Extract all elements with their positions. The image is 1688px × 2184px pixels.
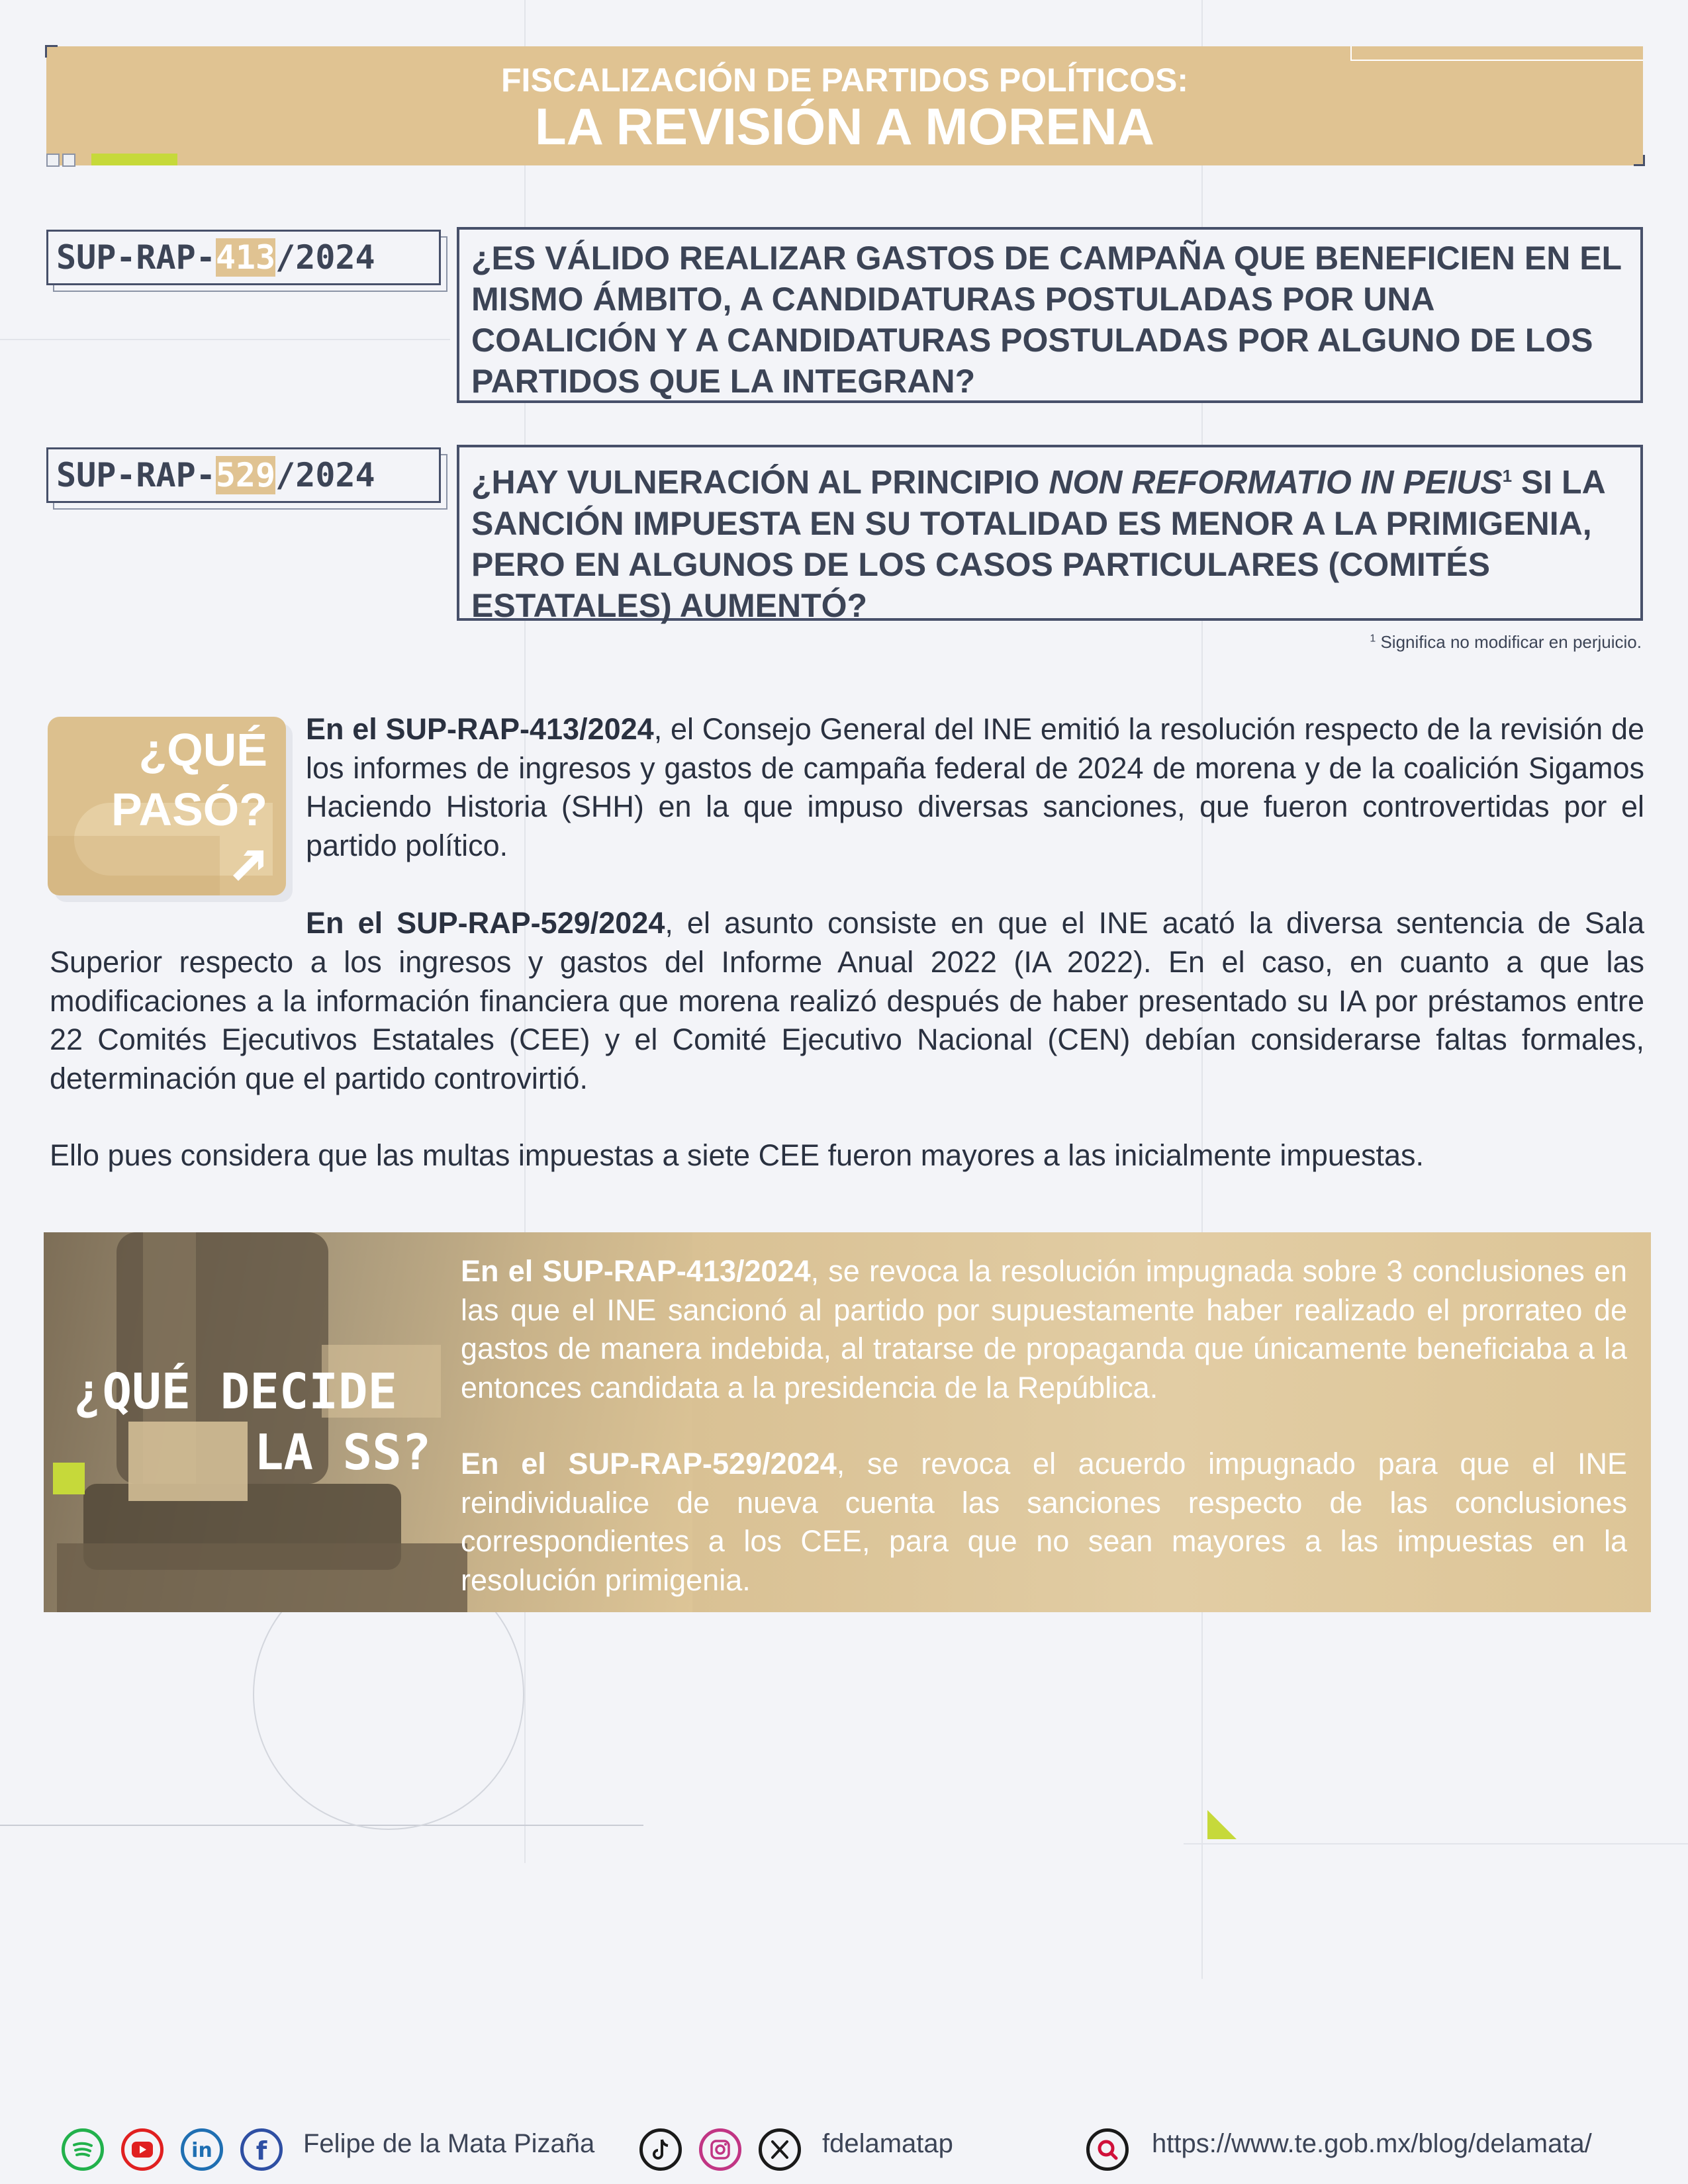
search-icon[interactable] xyxy=(1086,2128,1129,2171)
que-paso-line2: PASÓ? xyxy=(111,784,267,835)
que-paso-paragraph-2a xyxy=(306,904,1644,943)
header-corner-mark xyxy=(1634,155,1645,166)
case-year: /2024 xyxy=(275,238,375,277)
paragraph-text: , se revoca la resolución impugnada sobre 3 conclusiones en las que el INE sancionó al partido por supuestamente haber realizado el prorrateo de gastos de manera indebida, al tratarse de propaganda que únicamente beneficiaba a la entonces candidata a la presidencia de la República. xyxy=(461,1254,1628,1404)
case-ref: En el SUP-RAP-413/2024 xyxy=(461,1254,811,1288)
case-ref: En el SUP-RAP-413/2024 xyxy=(306,712,654,746)
header-corner-mark xyxy=(45,45,58,58)
corner-square xyxy=(62,154,75,167)
question-latin-phrase: NON REFORMATIO IN PEIUS xyxy=(1049,463,1503,501)
footnote-marker: 1 xyxy=(1502,466,1513,486)
spotify-icon[interactable] xyxy=(62,2128,104,2171)
grid-line xyxy=(1184,1843,1688,1844)
footer-name[interactable]: Felipe de la Mata Pizaña xyxy=(303,2129,595,2158)
question-text: SI LA SANCIÓN IMPUESTA EN SU TOTALIDAD ES MENOR A LA PRIMIGENIA, PERO EN ALGUNOS DE LOS CASOS PARTICULARES (COMITÉS ESTATALES) AUMENTÓ? xyxy=(471,463,1605,624)
paragraph-text: , el asunto consiste en que el INE acató la diversa sentencia de Sala xyxy=(665,906,1644,940)
badge-shade xyxy=(48,836,220,895)
header-banner xyxy=(46,46,1643,165)
question-box-529 xyxy=(457,445,1643,624)
paragraph-text: , se revoca el acuerdo impugnado para que el INE reindividualice de nueva cuenta las sanciones respecto de las conclusiones correspondientes a los CEE, para que no sean mayores a las impuestas en la resolución primigenia. xyxy=(461,1447,1627,1597)
paragraph-text: Superior respecto a los ingresos y gastos del Informe Anual 2022 (IA 2022). En el caso, en cuanto a que las modificaciones a la información financiera que morena realizó después de haber presentado su IA por préstamos entre 22 Comités Ejecutivos Estatales (CEE) y el Comité Ejecutivo Nacional (CEN) debían considerarse faltas formales, determinación que el partido controvirtió. xyxy=(50,945,1644,1095)
linkedin-icon[interactable] xyxy=(181,2128,223,2171)
case-tag-413 xyxy=(46,230,441,285)
corner-square xyxy=(46,154,60,167)
paragraph-text: Ello pues considera que las multas impuestas a siete CEE fueron mayores a las inicialmente impuestas. xyxy=(50,1138,1425,1172)
que-paso-paragraph-3 xyxy=(50,1136,1644,1175)
header-ruler xyxy=(1350,46,1643,61)
gavel-illustration xyxy=(44,1232,507,1612)
facebook-icon[interactable] xyxy=(240,2128,283,2171)
case-year: /2024 xyxy=(275,456,375,494)
footnote xyxy=(1370,632,1642,653)
footer-handle[interactable]: fdelamatap xyxy=(822,2129,953,2158)
lime-triangle-icon xyxy=(1207,1810,1238,1841)
que-paso-paragraph-1 xyxy=(306,710,1644,865)
question-text: ¿HAY VULNERACIÓN AL PRINCIPIO xyxy=(471,463,1049,501)
svg-text:in: in xyxy=(191,2139,212,2162)
que-paso-badge xyxy=(48,717,286,895)
youtube-icon[interactable] xyxy=(121,2128,164,2171)
decide-paragraph-1 xyxy=(461,1252,1627,1407)
lime-square xyxy=(53,1463,85,1494)
paragraph-text: , el Consejo General del INE emitió la resolución respecto de la revisión de los informes de ingresos y gastos de campaña federal de 2024 de morena y de la coalición Sigamos Haciendo Historia (SHH) en la que impuso diversas sanciones, que fueron controvertidas por el partido político. xyxy=(306,712,1644,862)
svg-text:f: f xyxy=(256,2136,267,2165)
header-subtitle: FISCALIZACIÓN DE PARTIDOS POLÍTICOS: xyxy=(501,62,1188,99)
decide-paragraph-2 xyxy=(461,1445,1627,1600)
que-paso-line1: ¿QUÉ xyxy=(138,724,267,776)
case-ref: En el SUP-RAP-529/2024 xyxy=(306,906,665,940)
x-icon[interactable] xyxy=(759,2128,801,2171)
lime-accent-bar xyxy=(91,154,177,165)
que-paso-paragraph-2b xyxy=(50,943,1644,1098)
case-ref: En el SUP-RAP-529/2024 xyxy=(461,1447,837,1480)
footnote-mark: 1 xyxy=(1370,633,1376,645)
question-box-413 xyxy=(457,227,1643,403)
case-number: 413 xyxy=(215,238,276,277)
decorative-square xyxy=(128,1422,248,1501)
arrow-up-right-icon xyxy=(228,846,267,886)
grid-line xyxy=(0,339,450,340)
grid-line xyxy=(0,1825,643,1826)
instagram-icon[interactable] xyxy=(699,2128,741,2171)
decide-line2: LA SS? xyxy=(254,1424,432,1481)
case-prefix: SUP-RAP- xyxy=(56,456,216,494)
footer-url[interactable]: https://www.te.gob.mx/blog/delamata/ xyxy=(1152,2129,1592,2158)
question-text: ¿ES VÁLIDO REALIZAR GASTOS DE CAMPAÑA QUE BENEFICIEN EN EL MISMO ÁMBITO, A CANDIDATURAS POSTULADAS POR UNA COALICIÓN Y A CANDIDATURAS POSTULADAS POR ALGUNO DE LOS PARTIDOS QUE LA INTEGRAN? xyxy=(471,240,1622,400)
header-title: LA REVISIÓN A MORENA xyxy=(534,97,1155,156)
tiktok-icon[interactable] xyxy=(639,2128,682,2171)
decide-line1: ¿QUÉ DECIDE xyxy=(73,1363,398,1420)
case-prefix: SUP-RAP- xyxy=(56,238,216,277)
case-tag-529 xyxy=(46,447,441,503)
case-number: 529 xyxy=(215,456,276,494)
footnote-text: Significa no modificar en perjuicio. xyxy=(1376,632,1642,652)
